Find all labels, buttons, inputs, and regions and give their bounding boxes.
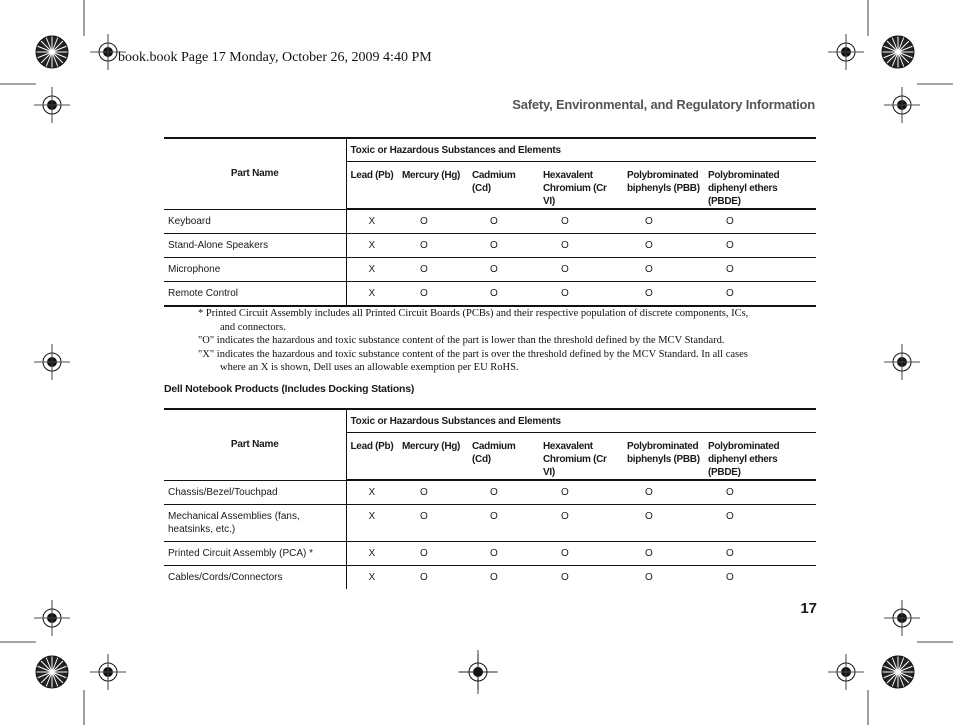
note-x: "X" indicates the hazardous and toxic substance content of the part is over the threshold defined by the MCV Standard. In all cases where an X is shown, Dell uses an allowable exemption per EU RoHS.: [198, 348, 748, 373]
note-o: "O" indicates the hazardous and toxic substance content of the part is lower than the threshold defined by the MCV Standard.: [198, 335, 725, 346]
part-name-header: Part Name: [164, 138, 346, 209]
col-pbde: Polybrominated diphenyl ethers (PBDE): [704, 433, 816, 481]
note-pca: * Printed Circuit Assembly includes all Printed Circuit Boards (PCBs) and their respective population of discrete components, ICs, and connectors.: [198, 308, 749, 333]
col-lead: Lead (Pb): [346, 162, 398, 210]
table-row: Remote Control X O O O O O: [164, 282, 816, 307]
registration-cross: [34, 344, 70, 380]
table-row: Microphone X O O O O O: [164, 258, 816, 282]
registration-star-top-left: [36, 36, 68, 68]
table-row: Chassis/Bezel/Touchpad X O O O O O: [164, 480, 816, 505]
col-mercury: Mercury (Hg): [398, 162, 468, 210]
part-name-header: Part Name: [164, 409, 346, 480]
table-row: Stand-Alone Speakers X O O O O O: [164, 234, 816, 258]
col-mercury: Mercury (Hg): [398, 433, 468, 481]
col-pbb: Polybrominated biphenyls (PBB): [623, 162, 704, 210]
col-hexavalent: Hexavalent Chromium (Cr VI): [539, 162, 623, 210]
table-row: Keyboard X O O O O O: [164, 209, 816, 234]
registration-cross: [828, 654, 864, 690]
group-header: Toxic or Hazardous Substances and Elements: [346, 409, 816, 433]
registration-cross: [828, 34, 864, 70]
col-pbde: Polybrominated diphenyl ethers (PBDE): [704, 162, 816, 210]
col-cadmium: Cadmium (Cd): [468, 433, 539, 481]
col-cadmium: Cadmium (Cd): [468, 162, 539, 210]
running-head: Safety, Environmental, and Regulatory Information: [512, 97, 815, 112]
col-pbb: Polybrominated biphenyls (PBB): [623, 433, 704, 481]
col-lead: Lead (Pb): [346, 433, 398, 481]
print-slug: book.book Page 17 Monday, October 26, 2009 4:40 PM: [118, 50, 432, 65]
registration-cross: [884, 344, 920, 380]
page-number: 17: [800, 600, 817, 617]
col-hexavalent: Hexavalent Chromium (Cr VI): [539, 433, 623, 481]
registration-star-top-right: [882, 36, 914, 68]
registration-star-bottom-right: [882, 656, 914, 688]
table-row: Mechanical Assemblies (fans, heatsinks, etc.) X O O O O O: [164, 505, 816, 542]
substances-table-2: [164, 408, 816, 589]
section-title: Dell Notebook Products (Includes Docking Stations): [164, 383, 415, 395]
table-row: Printed Circuit Assembly (PCA) * X O O O O O: [164, 542, 816, 566]
registration-cross: [34, 600, 70, 636]
registration-cross: [884, 87, 920, 123]
table-notes: [198, 307, 798, 375]
registration-cross: [34, 87, 70, 123]
substances-table-1: [164, 137, 816, 307]
registration-cross: [90, 654, 126, 690]
registration-cross: [884, 600, 920, 636]
table-row: Cables/Cords/Connectors X O O O O O: [164, 566, 816, 590]
registration-star-bottom-left: [36, 656, 68, 688]
group-header: Toxic or Hazardous Substances and Elements: [346, 138, 816, 162]
